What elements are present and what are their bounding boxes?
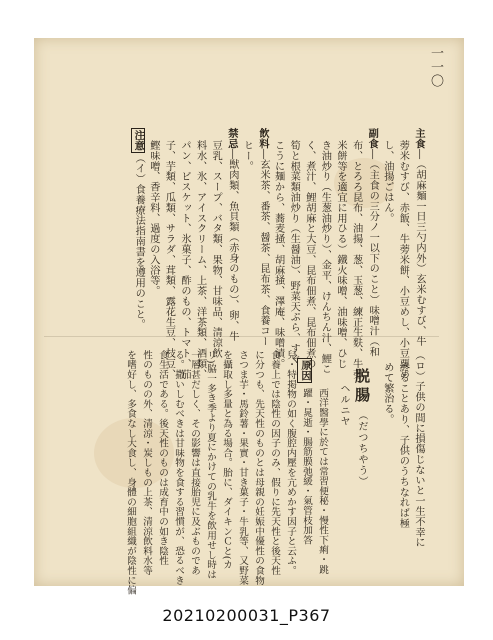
text-column xyxy=(162,140,175,379)
body-line: に分つも、先天性のものとは母親の妊娠中優性の食物 xyxy=(253,350,264,586)
entry-text: し、油揚ごはん。 xyxy=(381,140,393,224)
text-column xyxy=(365,128,379,357)
text-column xyxy=(318,140,331,374)
body-line: 躍・晁逝・腸筋膜弛緩・氣管枝加答 xyxy=(301,388,312,545)
body-line: 性のものの外、清涼・炭しもの上茶、清涼飲料水等 xyxy=(141,350,152,576)
body-line: 兒・特掲物の如く腹腔内壓を亢めかす因子と云ふ。 xyxy=(285,350,296,576)
entry-label: 主食 xyxy=(413,128,425,149)
text-column xyxy=(225,128,239,341)
body-line: 食養上では陰性の因子のみ、假りに先天性と後天性 xyxy=(269,350,280,576)
document-page xyxy=(34,38,464,595)
text-column xyxy=(256,128,270,346)
entry-text: 豆乳、スープ、バタ類、果物、甘味品、清涼飲 xyxy=(210,140,222,359)
entry-text: ヒー。 xyxy=(241,140,253,172)
body-line: る。撒いしむべきは甘味物を食する習慣が、恐るべき xyxy=(173,350,184,586)
text-column xyxy=(240,140,253,171)
entry-text: （イ）食養療法指南書を遵用のこと。 xyxy=(133,152,145,330)
entry-text: パン、ビスケット、氷菓子、酢のもの、トマト、茄 xyxy=(179,140,190,380)
text-column xyxy=(194,140,207,379)
text-column xyxy=(209,140,222,358)
entry-text: 布、とろろ昆布、油揚、葱、玉葱、練正生麩、牛蒡 xyxy=(350,140,362,380)
entry-text: 筍と根菜類油炒り（生醤油）、野菜天ぷら、すぐ xyxy=(288,140,300,364)
cause-label: 原因 xyxy=(299,360,311,381)
entry-text: 鰹味噌、香辛料、過度の入浴等。 xyxy=(147,140,159,296)
text-column xyxy=(147,140,160,296)
image-caption: 20210200031_P367 xyxy=(162,606,331,625)
entry-text: く、煮汁、鯉胡麻と大豆、昆布佃煮、昆布佃煮の xyxy=(303,140,315,369)
entry-text: 米餅等を適宜に用ひる）鐵火味噌、油味噌、ひじ xyxy=(335,140,346,369)
heading-reading: （だつちやう） xyxy=(356,410,367,487)
section-heading: 脱腸 xyxy=(353,368,371,406)
text-column xyxy=(178,140,191,379)
section-divider xyxy=(44,336,439,337)
text-column xyxy=(334,140,347,369)
body-line: 一層甚だしく、その影響は直接胎児に及ぶものであ xyxy=(189,350,200,576)
entry-text: ―玄米茶、番茶、醤茶、昆布茶、食養コー xyxy=(258,148,269,347)
text-column xyxy=(287,140,300,364)
entry-text: き油炒り（生葱油炒り）、金平、けんちん汁、鯉こ xyxy=(319,140,331,375)
body-line: リ)脇一多き季より夏にかけての乳牛を飲用せし時は xyxy=(205,350,216,580)
heading-foreign: ヘルニヤ xyxy=(338,383,349,427)
entry-text: ―（胡麻麺一日三勺内外）玄米むすび、牛 xyxy=(414,148,425,347)
entry-label: 注意 xyxy=(132,130,145,151)
note-line: 終ることあり、子供のうちなれば極 xyxy=(397,362,409,529)
note-line: （ロ）子供の間に損傷じないと一生不幸に xyxy=(413,350,424,548)
text-column xyxy=(350,140,363,379)
note-line: めて繁治る。 xyxy=(381,362,393,425)
body-line: を嗜好し、多食なし大食し、身體の細胞組織が陰性に偏 xyxy=(125,350,136,595)
entry-label: 禁忌 xyxy=(225,128,238,149)
entry-text: ―（主食の三分ノ一以下のこと）味噌汁（和 xyxy=(367,148,379,357)
text-column xyxy=(396,140,409,379)
entry-text: ―獣肉類、魚貝類（赤身のもの）、卵、牛 xyxy=(226,148,238,342)
entry-text: こうに麺から、蕎麦掻、胡麻掻、澤庵、味噌漬。 xyxy=(272,140,284,369)
text-column xyxy=(412,128,426,346)
body-line: 食生活である。後天性のものは成育中の如き陰性 xyxy=(157,350,168,566)
entry-text: 料水、氷、アイスクリーム、上茶、洋茶類、酒類、 xyxy=(194,140,206,380)
text-column xyxy=(131,128,145,330)
text-column xyxy=(303,140,316,369)
text-column xyxy=(272,140,285,369)
entry-text: 子、芋類、瓜類、サラダ、茸類、露花生豆、枝豆、 xyxy=(163,140,175,380)
entry-text: 蒡米むすび、赤飯、牛蒡米餅、小豆めし、小豆粟め xyxy=(397,140,409,380)
body-line: さつま芋・馬鈴薯・果實・甘き菓子・牛乳等、又野菜 xyxy=(237,350,248,586)
text-column xyxy=(381,140,394,223)
entry-label: 副食 xyxy=(366,128,379,149)
page-number: 一一〇 xyxy=(428,46,443,88)
body-line: を攝取し多量と為る場合。胎に、ダイキンＣと(カ xyxy=(221,350,232,570)
body-line: 西洋醫學に於ては常習便秘・慢性下痢・跳 xyxy=(317,388,328,575)
entry-label: 飲料 xyxy=(257,128,269,149)
